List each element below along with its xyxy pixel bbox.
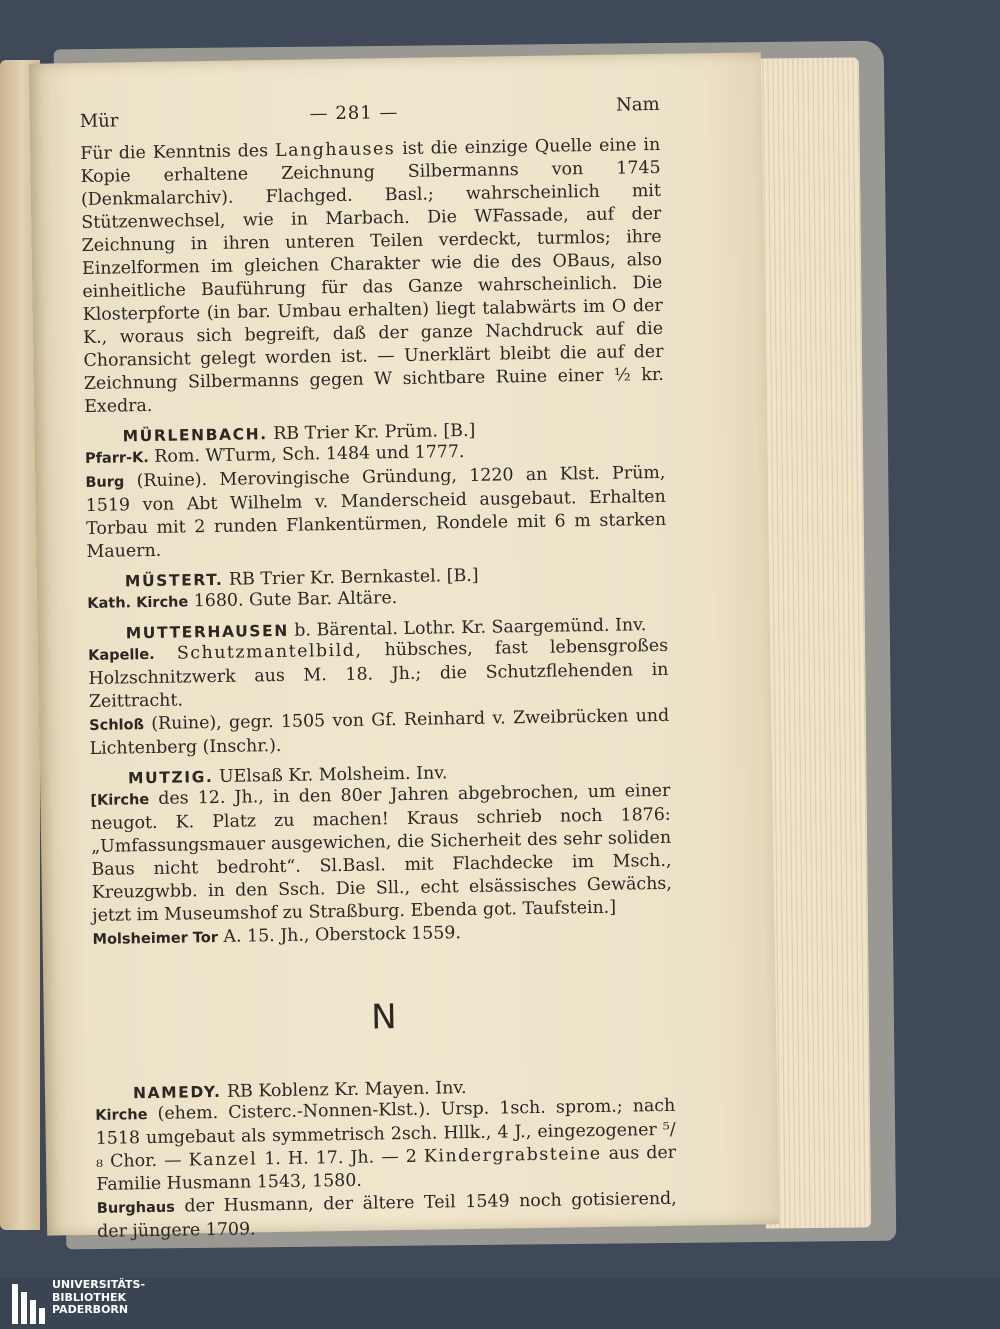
item-label: Schloß (89, 717, 145, 734)
section-letter: N (370, 997, 397, 1038)
entry-item: [Kirche des 12. Jh., in den 80er Jahren abgebrochen, um einer neugot. K. Platz zu machen! Kraus schrieb noch 1876: „Umfassungsmauer ausgewichen, die Sicherheit des sehr soliden Baus nicht bedroht“. Sl.Basl. mit Flachdecke im Msch., Kreuzgwbb. in den Ssch. Die Sll., echt elsässisches Gewächs, jetzt im Museumshof zu Straßburg. Ebenda got. Taufstein.] (90, 780, 672, 926)
place-name: NAMEDY. (132, 1082, 222, 1103)
header-right: Nam (615, 93, 660, 116)
place-name: MÜRLENBACH. (122, 425, 268, 446)
place-name: MUTTERHAUSEN (125, 621, 289, 643)
place-info: b. Bärental. Lothr. Kr. Saargemünd. Inv. (288, 615, 647, 641)
intro-paragraph: Für die Kenntnis des Langhauses ist die einzige Quelle eine in Kopie erhaltene Zeichnung Silbermanns von 1745 (Denkmalarchiv). Flachged. Basl.; wahrscheinlich mit Stützenwechsel, wie in Marbach. Die WFassade, auf der Zeichnung in ihren unteren Teilen verdeckt, turmlos; ihre Einzelformen im gleichen Charakter wie die des OBaus, also einheitliche Bauführung für das Ganze wahrscheinlich. Die Klosterpforte (in bar. Umbau erhalten) liegt talabwärts im O der K., woraus sich begreift, daß der ganze Nachdruck auf die Choransicht gelegt worden ist. — Unerklärt bleibt die auf der Zeichnung Silbermanns gegen W sichtbare Ruine einer ½ kr. Exedra. (80, 134, 664, 417)
place-name: MUTZIG. (127, 768, 214, 788)
book-page (29, 52, 779, 1242)
entry-item: Kath. Kirche 1680. Gute Bar. Altäre. (87, 588, 398, 612)
entry-item: Kapelle. Schutzmantelbild, hübsches, fast lebensgroßes Holzschnitzwerk aus M. 18. Jh.; die Schutzflehenden in Zeittracht. (88, 635, 669, 712)
place-info: RB Trier Kr. Prüm. [B.] (267, 420, 476, 445)
item-label: Burghaus (96, 1199, 175, 1217)
place-info: UElsaß Kr. Molsheim. Inv. (213, 763, 448, 788)
entry-item: Kirche (ehem. Cisterc.-Nonnen-Klst.). Ursp. 1sch. sprom.; nach 1518 umgebaut als symmetrisch 2sch. Hllk., 4 J., eingezogener ⁵/₈ Chor. — Kanzel 1. H. 17. Jh. — 2 Kindergrabsteine aus der Familie Husmann 1543, 1580. (95, 1095, 677, 1195)
place-info: RB Koblenz Kr. Mayen. Inv. (221, 1078, 467, 1102)
header-left: Mür (79, 110, 119, 133)
spaced-term: Kanzel (188, 1149, 258, 1171)
entry-item: Burghaus der Husmann, der ältere Teil 1549 noch gotisierend, der jüngere 1709. (96, 1188, 677, 1242)
item-label: Kath. Kirche (87, 594, 189, 612)
spaced-term: Schutzmantelbild, (176, 640, 363, 664)
item-label: [Kirche (90, 792, 150, 809)
item-label: Molsheimer Tor (92, 929, 219, 948)
place-name: MÜSTERT. (124, 570, 224, 591)
library-logo-icon (12, 1284, 48, 1324)
entry-item: Molsheimer Tor A. 15. Jh., Oberstock 1559. (92, 923, 462, 948)
entry-item: Schloß (Ruine), gegr. 1505 von Gf. Reinhard v. Zweibrücken und Lichtenberg (Inschr.). (89, 705, 670, 759)
entry-item: Burg (Ruine). Merovingische Gründung, 1220 an Klst. Prüm, 1519 von Abt Wilhelm v. Manderscheid ausgebaut. Erhalten Torbau mit 2 runden Flankentürmen, Rondele mit 6 m starken Mauern. (85, 462, 667, 562)
library-footer (0, 1278, 1000, 1329)
item-label: Pfarr-K. (84, 449, 149, 467)
entry-item: Pfarr-K. Rom. WTurm, Sch. 1484 und 1777. (84, 442, 465, 467)
spaced-term: Kindergrabsteine (423, 1143, 602, 1167)
page-number: — 281 — (309, 102, 399, 125)
item-label: Kapelle. (88, 646, 155, 664)
place-info: RB Trier Kr. Bernkastel. [B.] (223, 565, 479, 590)
spaced-term: Langhauses (274, 139, 396, 161)
library-name: UNIVERSITÄTS- BIBLIOTHEK PADERBORN (52, 1278, 146, 1316)
page-content (79, 94, 677, 1244)
item-label: Kirche (95, 1107, 148, 1124)
item-label: Burg (85, 474, 125, 491)
